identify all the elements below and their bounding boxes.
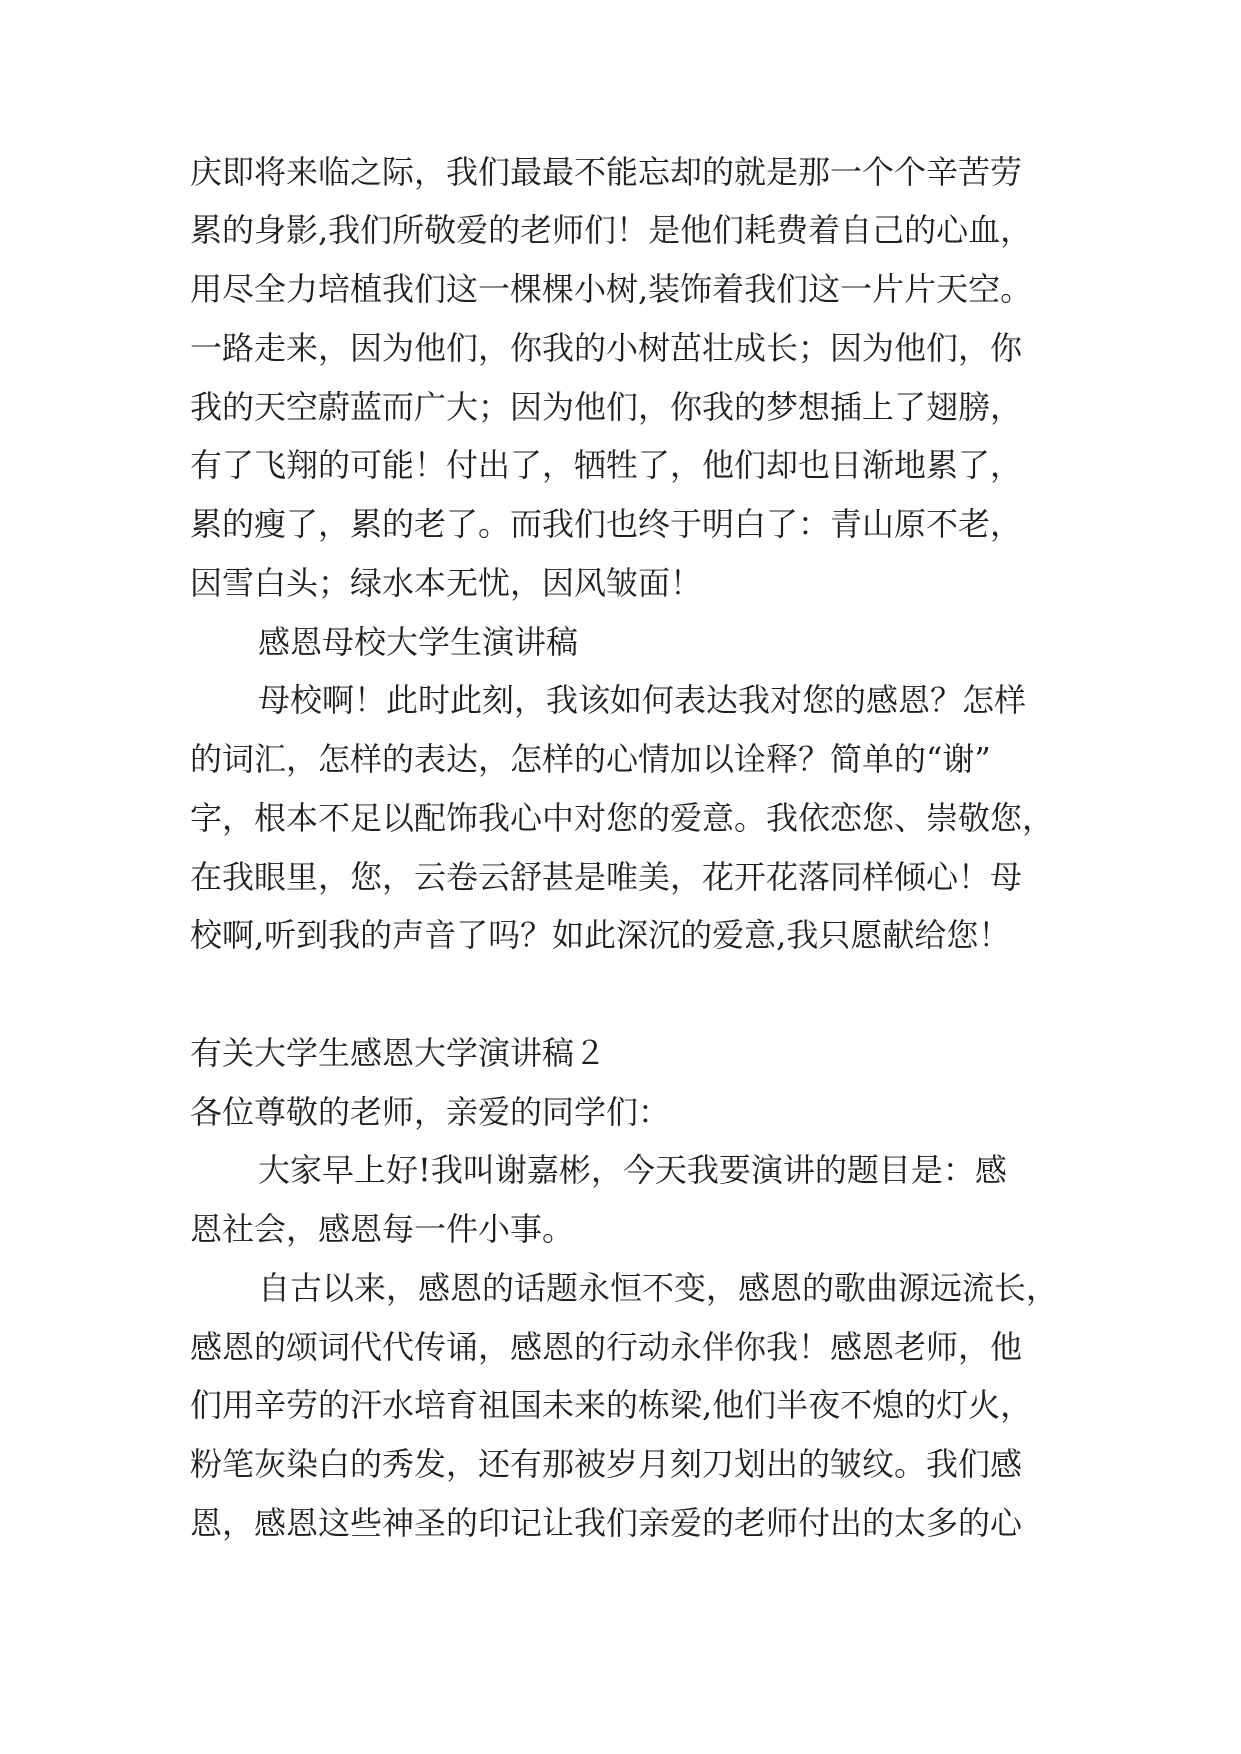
text-line: 庆即将来临之际，我们最最不能忘却的就是那一个个辛苦劳 bbox=[190, 153, 1023, 191]
salutation: 各位尊敬的老师，亲爱的同学们： bbox=[190, 1093, 671, 1131]
text-line: 在我眼里，您，云卷云舒甚是唯美，花开花落同样倾心！母 bbox=[190, 858, 1023, 896]
text-line: 有了飞翔的可能！付出了，牺牲了，他们却也日渐地累了， bbox=[190, 446, 1023, 484]
text-line: 母校啊！此时此刻，我该如何表达我对您的感恩？怎样 bbox=[258, 681, 1027, 719]
text-line: 恩，感恩这些神圣的印记让我们亲爱的老师付出的太多的心 bbox=[190, 1504, 1023, 1542]
text-line: 累的身影,我们所敬爱的老师们！是他们耗费着自己的心血， bbox=[190, 211, 1033, 249]
text-line: 粉笔灰染白的秀发，还有那被岁月刻刀划出的皱纹。我们感 bbox=[190, 1445, 1023, 1483]
text-line: 校啊,听到我的声音了吗？如此深沉的爱意,我只愿献给您！ bbox=[190, 916, 1011, 954]
text-line: 恩社会，感恩每一件小事。 bbox=[190, 1210, 575, 1248]
text-line: 一路走来，因为他们，你我的小树茁壮成长；因为他们，你 bbox=[190, 329, 1023, 367]
text-line: 感恩的颂词代代传诵，感恩的行动永伴你我！感恩老师，他 bbox=[190, 1328, 1023, 1366]
text-line: 的词汇，怎样的表达，怎样的心情加以诠释？简单的“谢” bbox=[190, 740, 991, 778]
text-line: 自古以来，感恩的话题永恒不变，感恩的歌曲源远流长， bbox=[258, 1269, 1059, 1307]
text-line: 字，根本不足以配饰我心中对您的爱意。我依恋您、崇敬您， bbox=[190, 799, 1055, 837]
text-line: 大家早上好!我叫谢嘉彬，今天我要演讲的题目是：感 bbox=[258, 1151, 1007, 1189]
text-line: 因雪白头；绿水本无忧，因风皱面！ bbox=[190, 564, 703, 602]
document-title: 有关大学生感恩大学演讲稿２ bbox=[190, 1034, 607, 1072]
text-line: 们用辛劳的汗水培育祖国未来的栋梁,他们半夜不熄的灯火， bbox=[190, 1386, 1033, 1424]
text-line: 用尽全力培植我们这一棵棵小树,装饰着我们这一片片天空。 bbox=[190, 270, 1033, 308]
text-line: 累的瘦了，累的老了。而我们也终于明白了：青山原不老， bbox=[190, 505, 1023, 543]
section-heading: 感恩母校大学生演讲稿 bbox=[258, 623, 579, 661]
text-line: 我的天空蔚蓝而广大；因为他们，你我的梦想插上了翅膀， bbox=[190, 388, 1023, 426]
